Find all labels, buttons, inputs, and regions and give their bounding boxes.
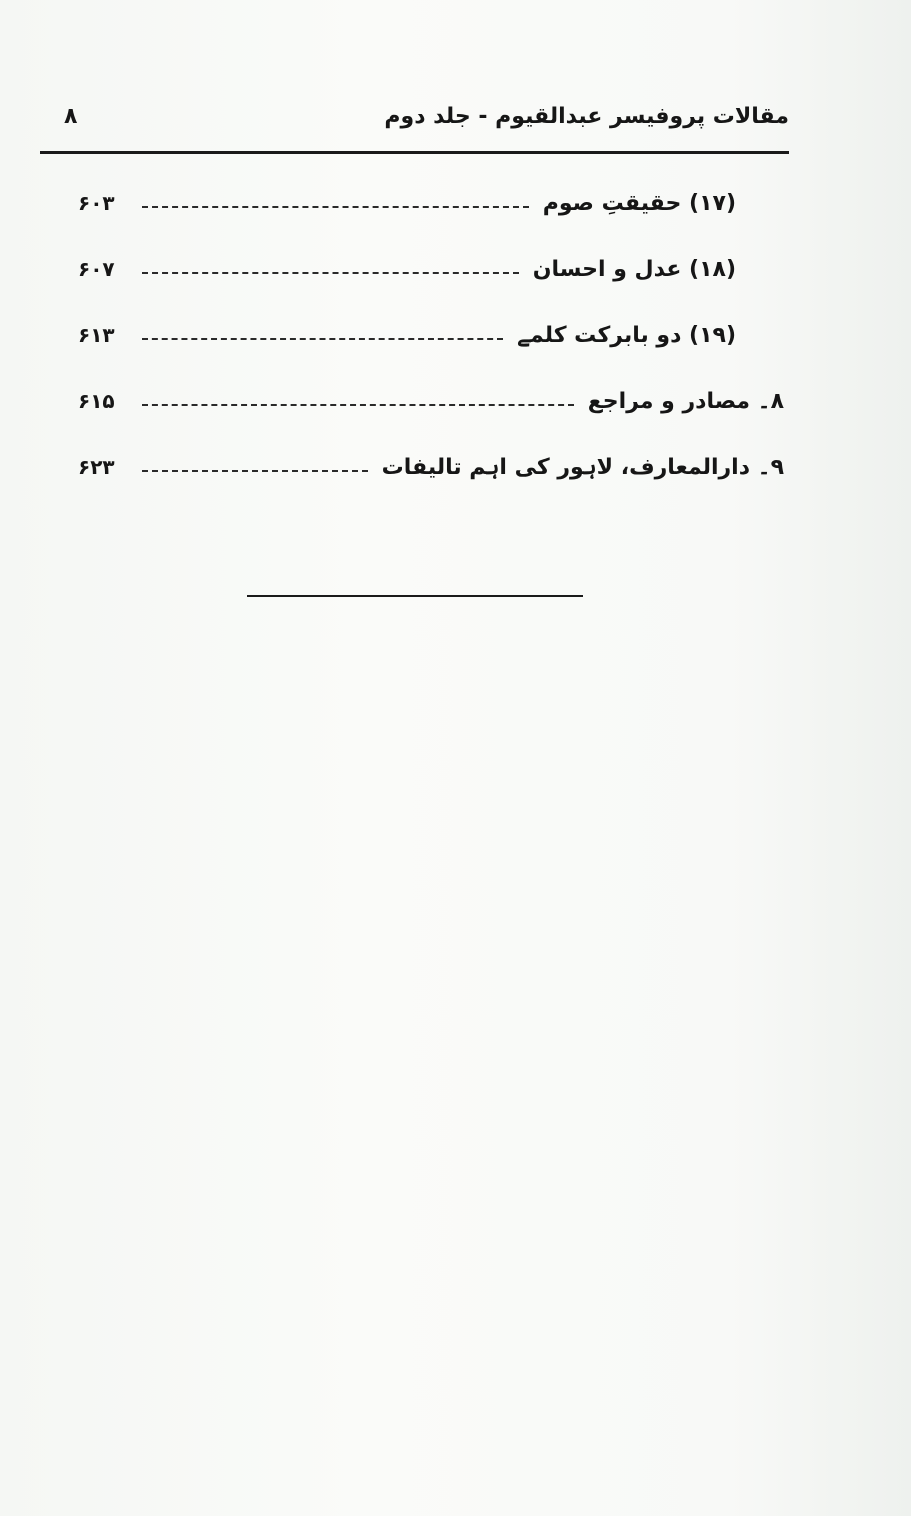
toc-entry-title: ۹۔ دارالمعارف، لاہور کی اہم تالیفات	[381, 454, 784, 480]
toc-entry	[78, 236, 784, 302]
toc-entry-page: ۶۰۳	[78, 191, 115, 215]
dotted-leader	[142, 404, 574, 406]
toc-entry-page: ۶۱۵	[78, 389, 115, 413]
table-of-contents	[78, 170, 784, 500]
dotted-leader	[142, 470, 368, 472]
running-header-title: مقالات پروفیسر عبدالقیوم - جلد دوم	[384, 104, 789, 129]
dotted-leader	[142, 338, 503, 340]
toc-entry-title: (۱۸) عدل و احسان	[532, 256, 736, 282]
toc-entry-page: ۶۲۳	[78, 455, 115, 479]
toc-entry-title: ۸۔ مصادر و مراجع	[587, 388, 784, 414]
toc-entry-title: (۱۷) حقیقتِ صوم	[542, 190, 736, 216]
running-header	[40, 96, 789, 152]
toc-entry	[78, 170, 784, 236]
toc-entry	[78, 368, 784, 434]
dotted-leader	[142, 206, 529, 208]
toc-entry-page: ۶۱۳	[78, 323, 115, 347]
toc-entry	[78, 302, 784, 368]
section-end-rule	[247, 595, 583, 597]
dotted-leader	[142, 272, 519, 274]
toc-entry-page: ۶۰۷	[78, 257, 115, 281]
header-rule	[40, 151, 789, 154]
toc-entry-title: (۱۹) دو بابرکت کلمے	[517, 322, 736, 348]
toc-entry	[78, 434, 784, 500]
page-number: ۸	[64, 104, 78, 129]
